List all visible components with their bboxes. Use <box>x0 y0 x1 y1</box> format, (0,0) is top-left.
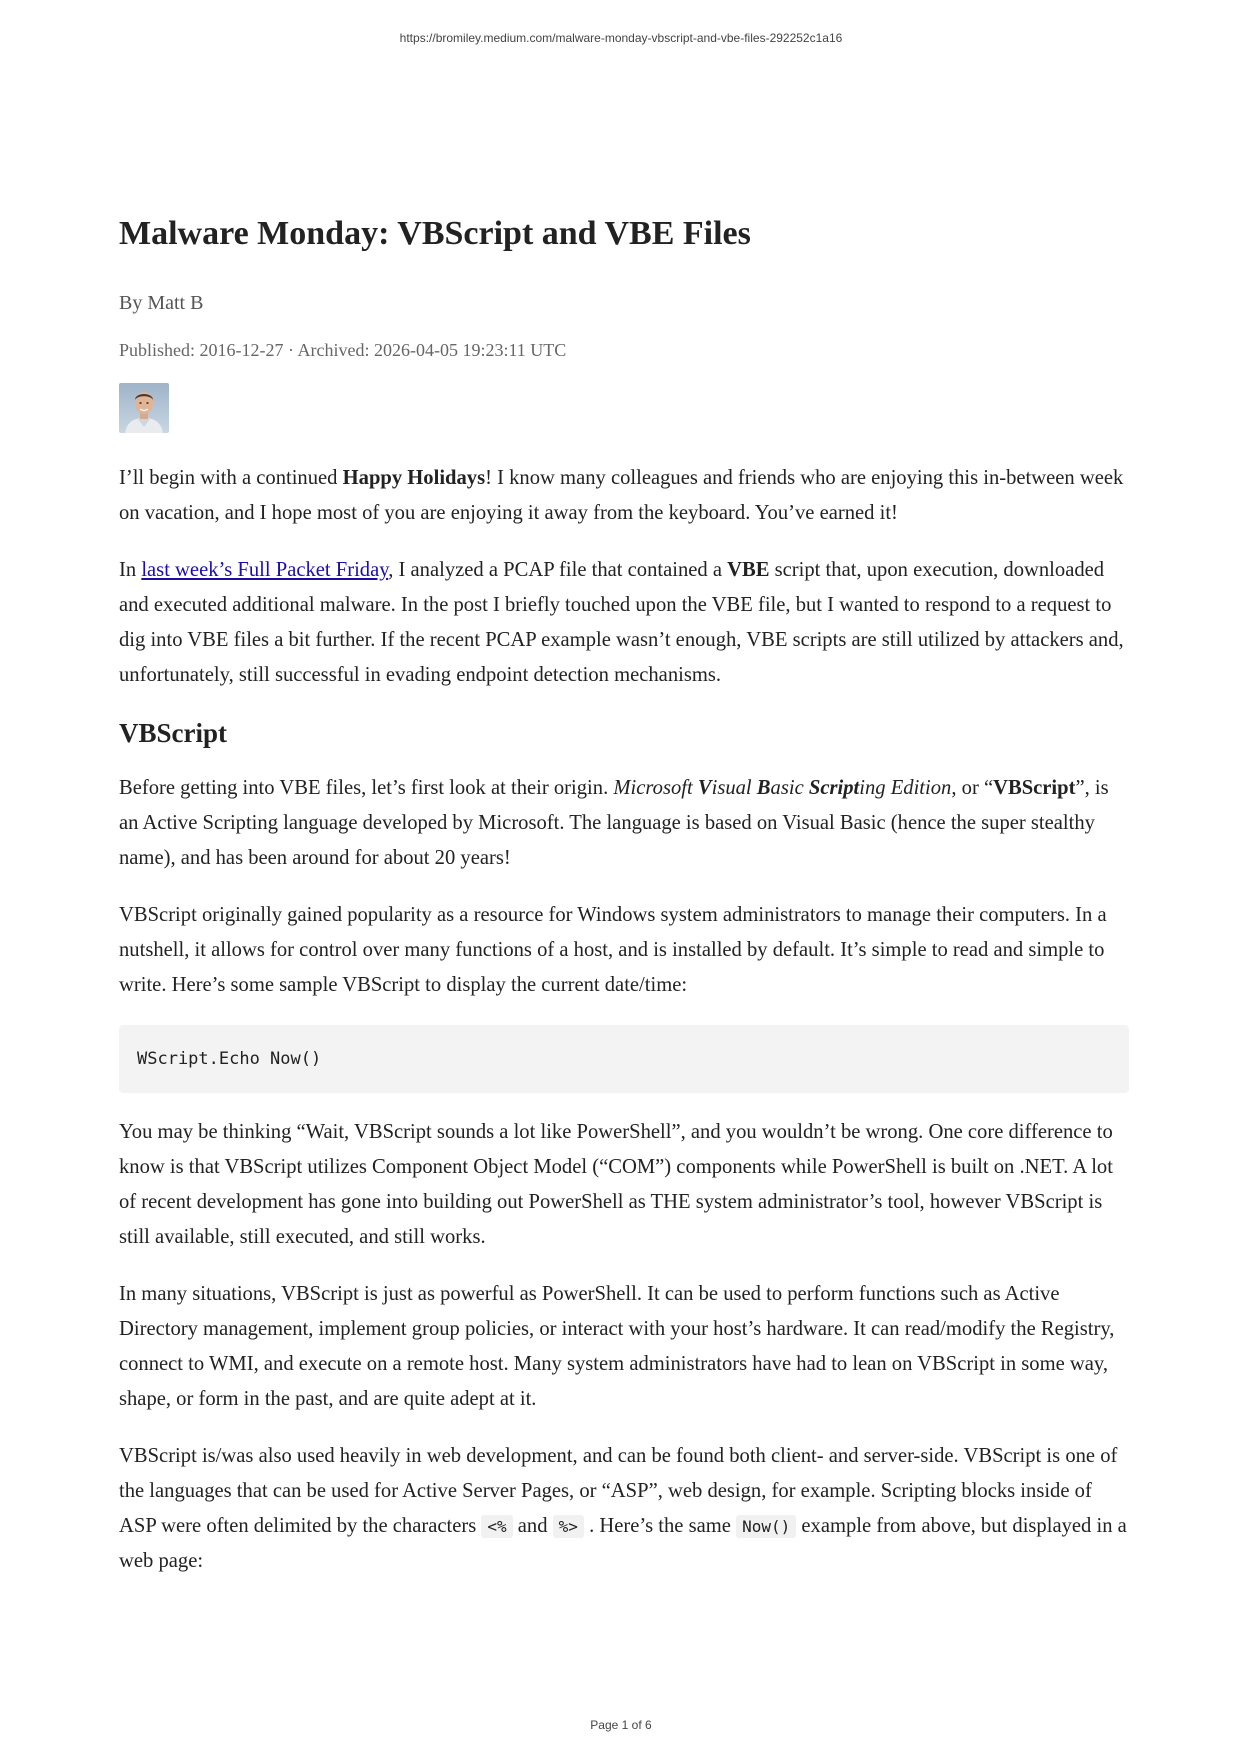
page-url: https://bromiley.medium.com/malware-monday-vbscript-and-vbe-files-292252c1a16 <box>399 31 843 45</box>
full-packet-friday-link[interactable]: last week’s Full Packet Friday <box>141 559 389 581</box>
web-development-paragraph: VBScript is/was also used heavily in web development, and can be found both client- and server-side. VBScript is one of the languages that can be used for Active Server Pages, or “ASP”, web design, for example. Scripting blocks inside of ASP were often delimited by the characters <% and %> . Here’s the same Now() example from above, but displayed in a web page: <box>119 1445 1127 1572</box>
page-number: Page 1 of 6 <box>590 1718 652 1732</box>
popularity-paragraph: VBScript originally gained popularity as a resource for Windows system administrators to manage their computers. In a nutshell, it allows for control over many functions of a host, and is installed by default. It’s simple to read and simple to write. Here’s some sample VBScript to display the current date/time: <box>119 904 1107 996</box>
code-block: WScript.Echo Now() <box>119 1025 1129 1093</box>
origin-paragraph: Before getting into VBE files, let’s first look at their origin. Microsoft Visual Basic Scripting Edition, or “VBScript”, is an Active Scripting language developed by Microsoft. The language is based on Visual Basic (hence the super stealthy name), and has been around for about 20 years! <box>119 777 1109 869</box>
pcap-paragraph: In last week’s Full Packet Friday, I analyzed a PCAP file that contained a VBE script that, upon execution, downloaded and executed additional malware. In the post I briefly touched upon the VBE file, but I wanted to respond to a request to dig into VBE files a bit further. If the recent PCAP example wasn’t enough, VBE scripts are still utilized by attackers and, unfortunately, still successful in evading endpoint detection mechanisms. <box>119 559 1124 686</box>
inline-code: %> <box>553 1515 584 1538</box>
author-avatar-icon <box>119 383 169 433</box>
byline: By Matt B <box>119 292 204 314</box>
article-title: Malware Monday: VBScript and VBE Files <box>119 215 751 252</box>
section-heading-vbscript: VBScript <box>119 718 227 748</box>
inline-code: Now() <box>736 1515 796 1538</box>
capabilities-paragraph: In many situations, VBScript is just as powerful as PowerShell. It can be used to perform functions such as Active Directory management, implement group policies, or interact with your host’s hardware. It can read/modify the Registry, connect to WMI, and execute on a remote host. Many system administrators have had to lean on VBScript in some way, shape, or form in the past, and are quite adept at it. <box>119 1283 1115 1410</box>
article <box>119 212 1129 1601</box>
inline-code: <% <box>481 1515 512 1538</box>
intro-paragraph: I’ll begin with a continued Happy Holidays! I know many colleagues and friends who are enjoying this in-between week on vacation, and I hope most of you are enjoying it away from the keyboard. You’ve earned it! <box>119 467 1124 524</box>
powershell-paragraph: You may be thinking “Wait, VBScript sounds a lot like PowerShell”, and you wouldn’t be wrong. One core difference to know is that VBScript utilizes Component Object Model (“COM”) components while PowerShell is built on .NET. A lot of recent development has gone into building out PowerShell as THE system administrator’s tool, however VBScript is still available, still executed, and still works. <box>119 1121 1113 1248</box>
published-date: Published: 2016-12-27 · Archived: 2026-04-05 19:23:11 UTC <box>119 340 567 360</box>
